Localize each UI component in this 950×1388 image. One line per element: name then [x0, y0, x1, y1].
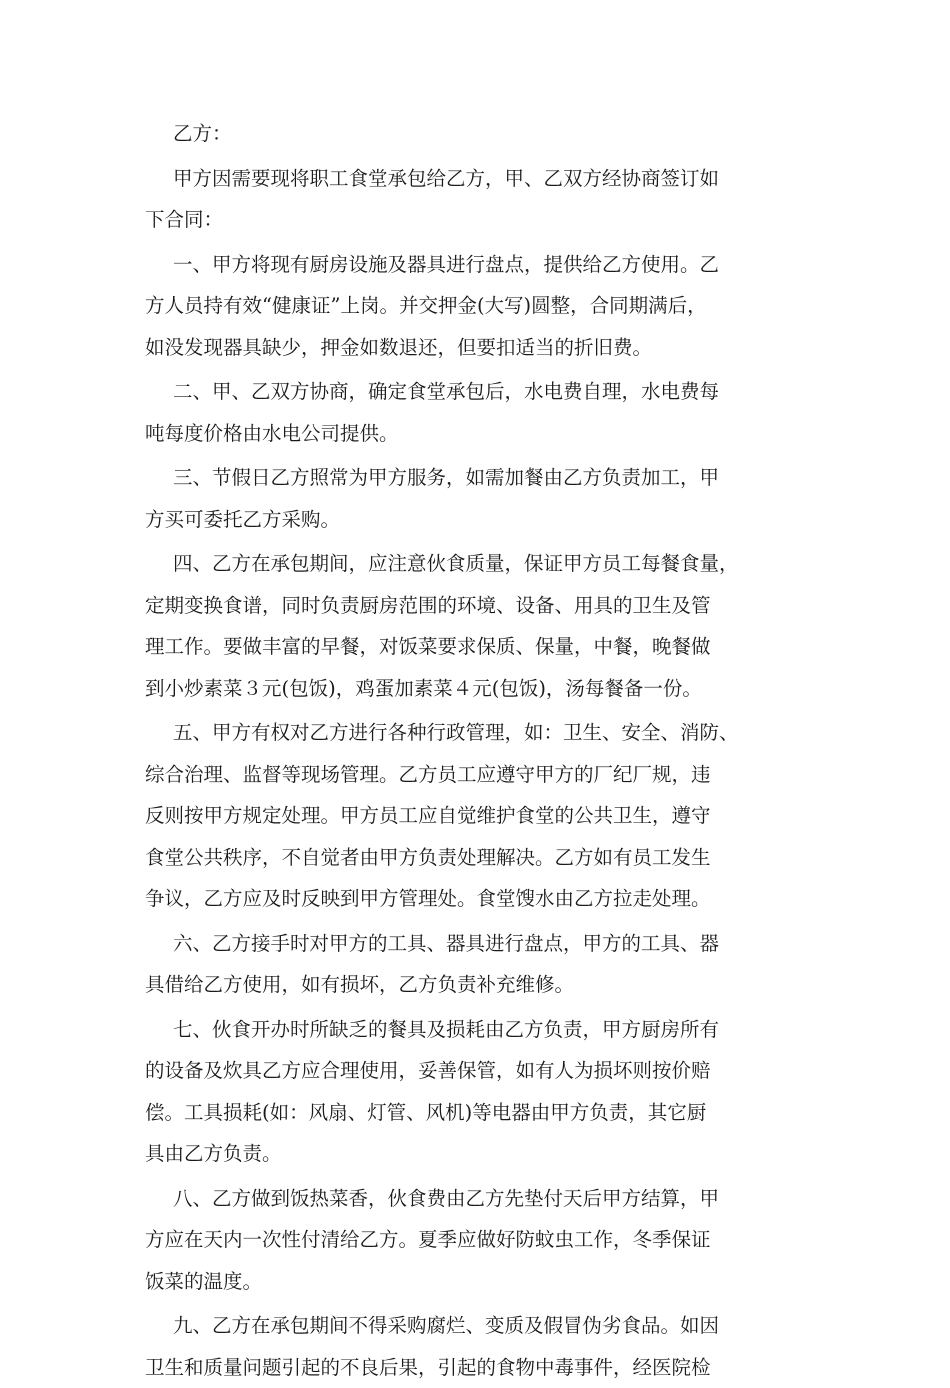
paragraph-clause-7 — [145, 1009, 815, 1175]
text-line: 理工作。要做丰富的早餐，对饭菜要求保质、保量，中餐，晚餐做 — [145, 626, 815, 668]
text-line: 八、乙方做到饭热菜香，伙食费由乙方先垫付天后甲方结算，甲 — [145, 1178, 815, 1220]
text-line: 六、乙方接手时对甲方的工具、器具进行盘点，甲方的工具、器 — [145, 923, 815, 965]
text-line: 九、乙方在承包期间不得采购腐烂、变质及假冒伪劣食品。如因 — [145, 1305, 815, 1347]
text-line: 具由乙方负责。 — [145, 1133, 815, 1175]
text-line: 方买可委托乙方采购。 — [145, 499, 815, 541]
text-line: 食堂公共秩序，不自觉者由甲方负责处理解决。乙方如有员工发生 — [145, 837, 815, 879]
text-line: 定期变换食谱，同时负责厨房范围的环境、设备、用具的卫生及管 — [145, 585, 815, 627]
text-line: 争议，乙方应及时反映到甲方管理处。食堂馊水由乙方拉走处理。 — [145, 878, 815, 920]
paragraph-preamble — [145, 158, 815, 241]
paragraph-clause-8 — [145, 1178, 815, 1303]
text-line: 综合治理、监督等现场管理。乙方员工应遵守甲方的厂纪厂规，违 — [145, 754, 815, 796]
text-line: 卫生和质量问题引起的不良后果，引起的食物中毒事件，经医院检 — [145, 1347, 815, 1388]
text-line: 如没发现器具缺少，押金如数退还，但要扣适当的折旧费。 — [145, 327, 815, 369]
text-line: 四、乙方在承包期间，应注意伙食质量，保证甲方员工每餐食量， — [145, 543, 815, 585]
text-line: 三、节假日乙方照常为甲方服务，如需加餐由乙方负责加工，甲 — [145, 457, 815, 499]
text-line: 的设备及炊具乙方应合理使用，妥善保管，如有人为损坏则按价赔 — [145, 1050, 815, 1092]
paragraph-clause-9 — [145, 1305, 815, 1388]
paragraph-clause-1 — [145, 244, 815, 369]
text-line: 乙方： — [145, 113, 815, 155]
paragraph-party-b — [145, 113, 815, 155]
text-line: 饭菜的温度。 — [145, 1261, 815, 1303]
text-line: 方应在天内一次性付清给乙方。夏季应做好防蚊虫工作，冬季保证 — [145, 1219, 815, 1261]
text-line: 二、甲、乙双方协商，确定食堂承包后，水电费自理，水电费每 — [145, 371, 815, 413]
paragraph-clause-2 — [145, 371, 815, 454]
text-line: 七、伙食开办时所缺乏的餐具及损耗由乙方负责，甲方厨房所有 — [145, 1009, 815, 1051]
text-line: 到小炒素菜３元(包饭)，鸡蛋加素菜４元(包饭)，汤每餐备一份。 — [145, 668, 815, 710]
text-line: 五、甲方有权对乙方进行各种行政管理，如：卫生、安全、消防、 — [145, 712, 815, 754]
paragraph-clause-5 — [145, 712, 815, 920]
text-line: 吨每度价格由水电公司提供。 — [145, 413, 815, 455]
text-line: 一、甲方将现有厨房设施及器具进行盘点，提供给乙方使用。乙 — [145, 244, 815, 286]
text-line: 反则按甲方规定处理。甲方员工应自觉维护食堂的公共卫生，遵守 — [145, 795, 815, 837]
text-line: 甲方因需要现将职工食堂承包给乙方，甲、乙双方经协商签订如 — [145, 158, 815, 200]
paragraph-clause-3 — [145, 457, 815, 540]
paragraph-clause-6 — [145, 923, 815, 1006]
text-line: 下合同： — [145, 199, 815, 241]
text-line: 方人员持有效“健康证”上岗。并交押金(大写)圆整，合同期满后， — [145, 285, 815, 327]
text-line: 具借给乙方使用，如有损坏，乙方负责补充维修。 — [145, 964, 815, 1006]
paragraph-clause-4 — [145, 543, 815, 709]
contract-body — [145, 113, 815, 1388]
text-line: 偿。工具损耗(如：风扇、灯管、风机)等电器由甲方负责，其它厨 — [145, 1092, 815, 1134]
